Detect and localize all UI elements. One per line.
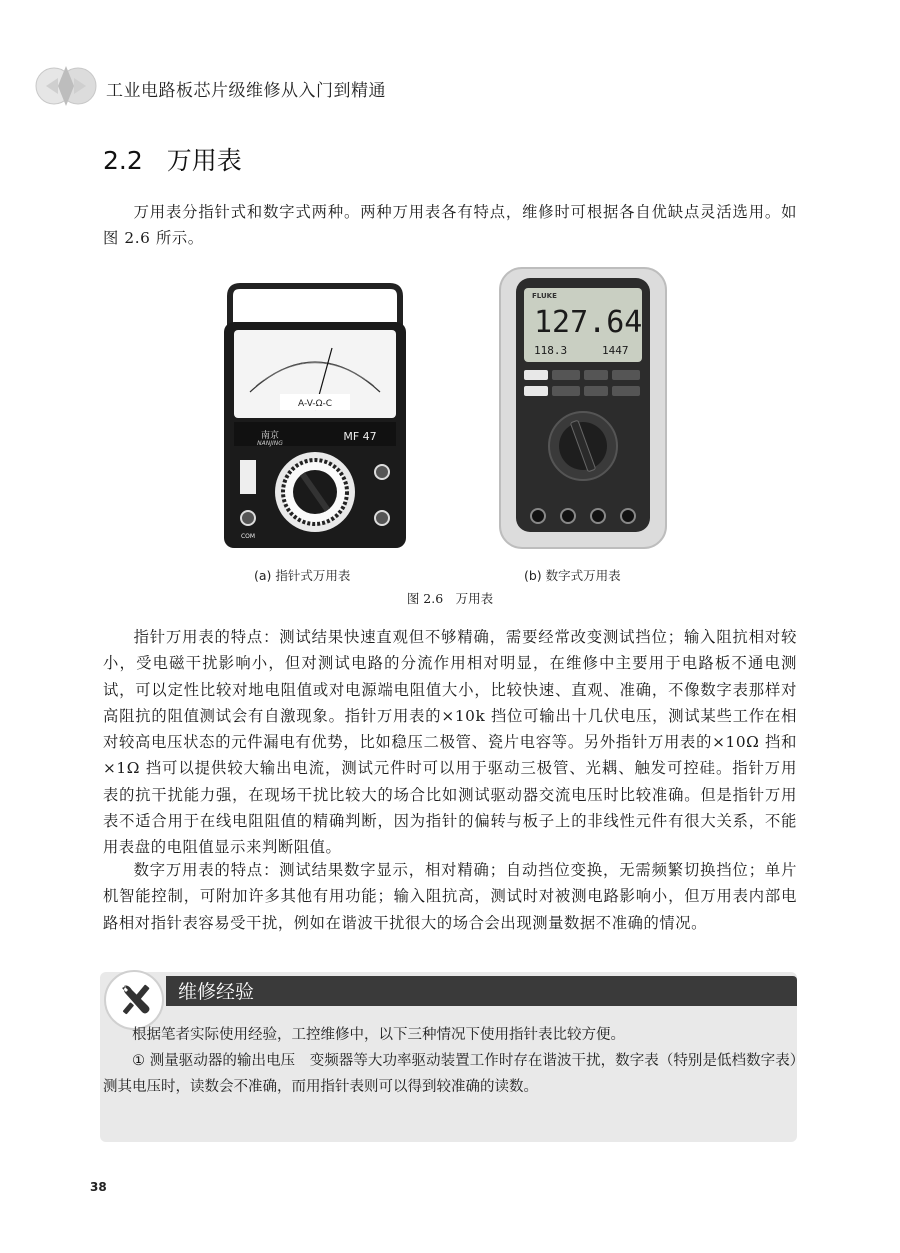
digital-main-reading: 127.64	[534, 305, 643, 340]
section-number: 2.2	[103, 146, 143, 175]
section-heading	[103, 141, 242, 177]
experience-title: 维修经验	[178, 981, 255, 1003]
caption-digital: (b) 数字式万用表	[524, 568, 621, 583]
figure-caption: 图 2.6 万用表	[406, 591, 494, 606]
ornament-logo-icon	[34, 58, 98, 114]
analog-scale-label: A-V-Ω-C	[298, 399, 332, 409]
experience-paragraph-1: 根据笔者实际使用经验，工控维修中，以下三种情况下使用指针表比较方便。	[132, 1027, 625, 1043]
figure-2-6	[200, 260, 700, 610]
experience-title-bar	[166, 976, 797, 1006]
page-number: 38	[90, 1180, 107, 1194]
digital-paragraph: 数字万用表的特点：测试结果数字显示，相对精确；自动挡位变换，无需频繁切换挡位；单片机智能控制，可附加许多其他有用功能；输入阻抗高，测试时对被测电路影响小，但万用表内部电路相对指针表容易受干扰，例如在谐波干扰很大的场合会出现测量数据不准确的情况。	[103, 861, 797, 932]
book-title: 工业电路板芯片级维修从入门到精通	[106, 81, 386, 101]
digital-sub-reading-left: 118.3	[534, 344, 568, 357]
digital-multimeter-image	[498, 266, 668, 550]
analog-multimeter-image	[220, 282, 410, 550]
digital-brand: FLUKE	[532, 292, 557, 300]
section-title: 万用表	[166, 146, 242, 175]
analog-paragraph: 指针万用表的特点：测试结果快速直观但不够精确，需要经常改变测试挡位；输入阻抗相对较小，受电磁干扰影响小，但对测试电路的分流作用相对明显，在维修中主要用于电路板不通电测试，可以定性比较对地电阻值或对电源端电阻值大小，比较快速、直观、准确，不像数字表那样对高阻抗的阻值测试会有自激现象。指针万用表的×10k 挡位可输出十几伏电压，测试某些工作在相对较高电压状态的元件漏电有优势，比如稳压二极管、瓷片电容等。另外指针万用表的×10Ω 挡和×1Ω 挡可以提供较大输出电流，测试元件时可以用于驱动三极管、光耦、触发可控硅。指针万用表的抗干扰能力强，在现场干扰比较大的场合比如测试驱动器交流电压时比较准确。但是指针万用表不适合用于在线电阻阻值的精确判断，因为指针的偏转与板子上的非线性元件有很大关系，不能用表盘的电阻值显示来判断阻值。	[103, 628, 797, 857]
experience-icon-badge	[104, 970, 164, 1030]
intro-paragraph: 万用表分指针式和数字式两种。两种万用表各有特点，维修时可根据各自优缺点灵活选用。如图 2.6 所示。	[103, 203, 797, 248]
analog-brand-en: NANJING	[257, 440, 283, 447]
experience-paragraph-2: ① 测量驱动器的输出电压 变频器等大功率驱动装置工作时存在谐波干扰，数字表（特别是低档数字表）测其电压时，读数会不准确，而用指针表则可以得到较准确的读数。	[103, 1053, 797, 1095]
digital-sub-reading-right: 1447	[602, 344, 629, 357]
page-header	[34, 58, 634, 114]
analog-jack-label: COM	[240, 533, 256, 540]
analog-model: MF 47	[343, 430, 377, 443]
analog-brand-cn: 南京	[260, 431, 280, 441]
caption-analog: (a) 指针式万用表	[254, 568, 351, 583]
wrench-screwdriver-icon	[120, 982, 152, 1016]
